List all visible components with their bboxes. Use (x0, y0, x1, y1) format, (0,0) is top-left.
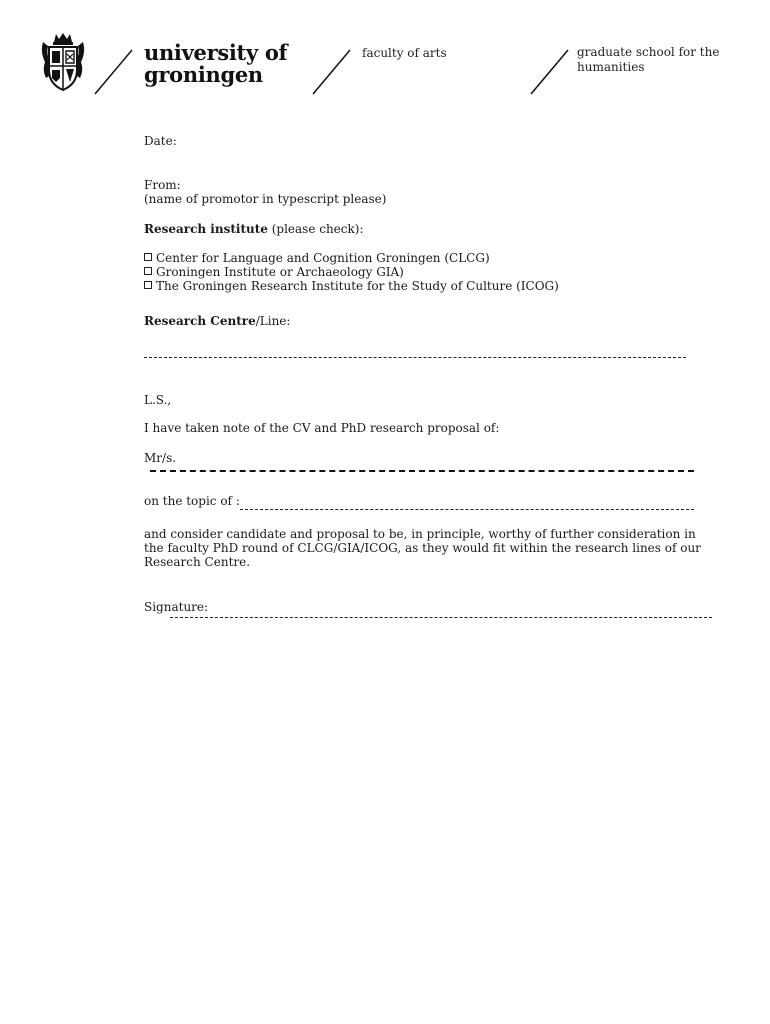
topic-label: on the topic of : (144, 494, 240, 508)
university-name-line2: groningen (144, 62, 263, 87)
statement-text: I have taken note of the CV and PhD research proposal of: (144, 421, 500, 435)
divider-slash-icon (528, 48, 572, 96)
institute-option-label: Groningen Institute or Archaeology GIA) (156, 265, 404, 279)
divider-slash-icon (92, 48, 136, 96)
signature-fill-line[interactable] (170, 617, 712, 618)
graduate-school-name (577, 45, 719, 75)
checkbox-icon[interactable] (144, 253, 152, 261)
date-label: Date: (144, 134, 177, 148)
research-centre-heading (144, 314, 290, 329)
signature-label: Signature: (144, 600, 209, 614)
checkbox-icon[interactable] (144, 281, 152, 289)
graduate-school-line2: humanities (577, 60, 645, 74)
from-note: (name of promotor in typescript please) (144, 192, 387, 206)
topic-fill-line[interactable] (240, 509, 694, 510)
mrs-label: Mr/s. (144, 451, 177, 465)
research-centre-bold: Research Centre (144, 314, 256, 328)
research-institute-heading (144, 222, 364, 237)
candidate-name-fill-line[interactable] (150, 470, 694, 472)
salutation: L.S., (144, 393, 172, 407)
research-institute-rest: (please check): (267, 222, 364, 236)
consider-line-1: and consider candidate and proposal to be, in principle, worthy of further consideration in (144, 527, 696, 541)
institute-option-gia[interactable] (144, 265, 404, 280)
university-crest-logo (40, 32, 86, 94)
research-centre-fill-line[interactable] (144, 357, 686, 358)
graduate-school-line1: graduate school for the (577, 45, 720, 59)
consider-line-3: Research Centre. (144, 555, 251, 569)
checkbox-icon[interactable] (144, 267, 152, 275)
institute-option-clcg[interactable] (144, 251, 490, 266)
institute-option-icog[interactable] (144, 279, 559, 294)
institute-option-label: The Groningen Research Institute for the Study of Culture (ICOG) (156, 279, 559, 293)
consider-line-2: the faculty PhD round of CLCG/GIA/ICOG, as they would fit within the research lines of our (144, 541, 701, 555)
research-centre-rest: /Line: (255, 314, 291, 328)
university-name (144, 42, 287, 86)
from-label: From: (144, 178, 181, 192)
institute-option-label: Center for Language and Cognition Groningen (CLCG) (156, 251, 490, 265)
faculty-name: faculty of arts (362, 46, 447, 60)
research-institute-bold: Research institute (144, 222, 268, 236)
divider-slash-icon (310, 48, 354, 96)
university-name-line1: university of (144, 40, 288, 65)
